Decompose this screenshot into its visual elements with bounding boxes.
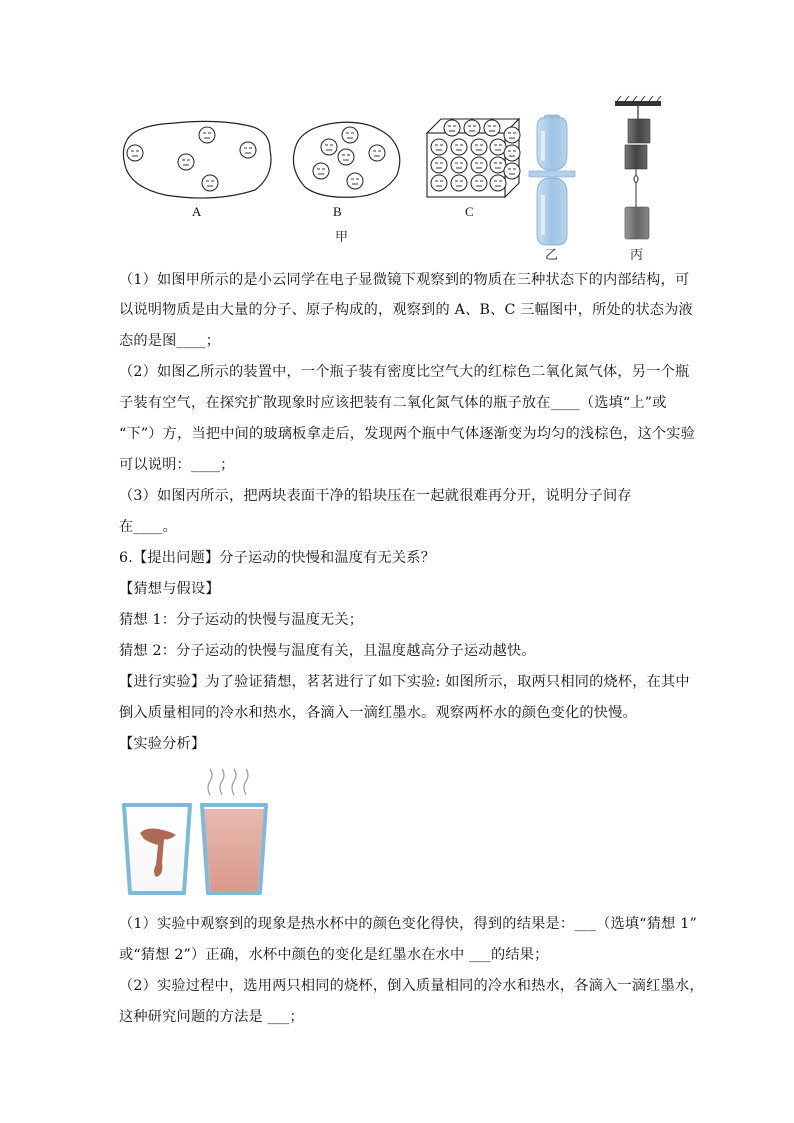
q1-line3: 态的是图____； <box>119 333 221 349</box>
q2-line4: 可以说明：____； <box>119 457 235 473</box>
q1-line1: （1）如图甲所示的是小云同学在电子显微镜下观察到的物质在三种状态下的内部结构，可 <box>119 272 690 288</box>
analysis-2-line1: （2）实验过程中，选用两只相同的烧杯，倒入质量相同的冷水和热水，各滴入一滴红墨水， <box>119 978 704 994</box>
q2-line2: 子装有空气，在探究扩散现象时应该把装有二氧化氮气体的瓶子放在____（选填“上”或 <box>119 395 667 411</box>
label-c: C <box>465 204 474 219</box>
label-a: A <box>192 204 202 219</box>
analysis-2-line2: 这种研究问题的方法是 ___； <box>119 1009 304 1025</box>
experiment-line1: 【进行实验】为了验证猜想，茗茗进行了如下实验: 如图所示，取两只相同的烧杯，在其中 <box>119 674 690 690</box>
q2-line3: “下”）方，当把中间的玻璃板拿走后，发现两个瓶中气体逐渐变为均匀的浅棕色，这个实验 <box>119 426 696 442</box>
experiment-line2: 倒入质量相同的冷水和热水，各滴入一滴红墨水。观察两杯水的颜色变化的快慢。 <box>119 705 637 721</box>
hot-water-cup <box>202 805 266 893</box>
hypothesis-header: 【猜想与假设】 <box>119 581 220 597</box>
label-jia: 甲 <box>335 230 349 245</box>
analysis-1-line1: （1）实验中观察到的现象是热水杯中的颜色变化得快，得到的结果是：___（选填“猜想 1” <box>119 916 697 932</box>
hypothesis-2: 猜想 2：分子运动的快慢与温度有关，且温度越高分子运动越快。 <box>119 643 536 659</box>
steam-icon <box>208 769 248 795</box>
label-yi: 乙 <box>545 248 559 263</box>
diffusion-bottles <box>529 115 575 245</box>
solid-state-diagram <box>427 119 520 197</box>
problem-6-title: 6.【提出问题】分子运动的快慢和温度有无关系？ <box>119 550 436 566</box>
liquid-state-diagram <box>293 122 399 197</box>
beakers-figure <box>118 765 268 895</box>
lead-blocks <box>615 96 661 239</box>
cold-water-cup <box>124 805 190 893</box>
analysis-1-line2: 或“猜想 2”）正确，水杯中颜色的变化是红墨水在水中 ___的结果； <box>119 947 549 963</box>
gas-state-diagram <box>123 121 271 198</box>
q1-line2: 以说明物质是由大量的分子、原子构成的，观察到的 A、B、C 三幅图中，所处的状态为液 <box>119 302 693 318</box>
label-bing: 丙 <box>630 248 644 263</box>
q3-line1: （3）如图丙所示，把两块表面干净的铅块压在一起就很难再分开，说明分子间存 <box>119 488 632 504</box>
q2-line1: （2）如图乙所示的装置中，一个瓶子装有密度比空气大的红棕色二氧化氮气体，另一个瓶 <box>119 364 690 380</box>
q3-line2: 在____。 <box>119 519 177 535</box>
states-of-matter-figure <box>115 95 675 265</box>
hypothesis-1: 猜想 1：分子运动的快慢与温度无关； <box>119 612 364 628</box>
label-b: B <box>333 204 342 219</box>
analysis-header: 【实验分析】 <box>119 736 206 752</box>
